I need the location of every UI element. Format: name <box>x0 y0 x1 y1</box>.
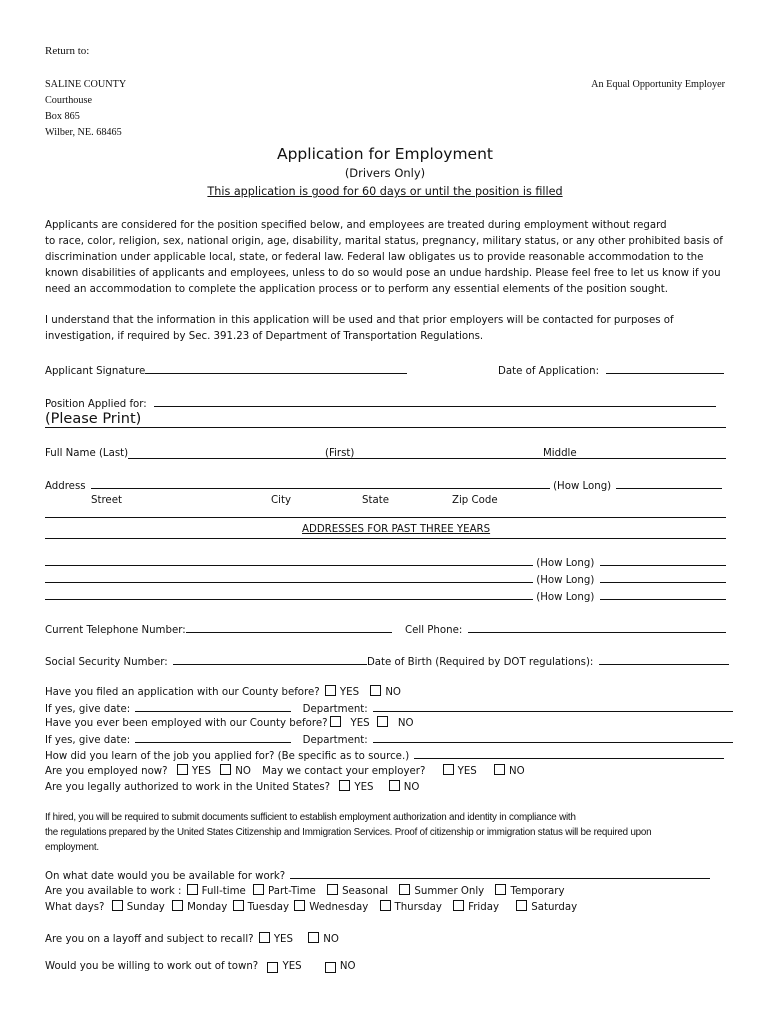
validity-note: This application is good for 60 days or until the position is filled <box>207 185 563 198</box>
zip-label: Zip Code <box>452 495 498 506</box>
q-learn-label: How did you learn of the job you applied for? (Be specific as to source.) <box>45 751 410 762</box>
filed-date-field[interactable] <box>135 701 291 712</box>
intro-line: discrimination under applicable local, state, or federal law. Federal law obligates us to provide reasonable accommodation to the <box>45 252 704 263</box>
position-applied-label: Position Applied for: <box>45 399 147 410</box>
address-how-long-label: (How Long) <box>553 481 612 492</box>
ssn-field[interactable] <box>173 654 367 665</box>
full-time-label: Full-time <box>201 886 246 897</box>
part-time-checkbox[interactable] <box>253 884 264 895</box>
no-label: NO <box>323 934 339 945</box>
past-address-field[interactable] <box>45 589 533 600</box>
department-label: Department: <box>302 735 368 746</box>
saturday-label: Saturday <box>531 902 578 913</box>
q-available-to-label: Are you available to work : <box>45 886 182 897</box>
q-available-date-field[interactable] <box>290 868 710 879</box>
intro-line: need an accommodation to complete the application process or to perform any essential elements of the position sought. <box>45 284 668 295</box>
hired-paragraph <box>45 810 735 855</box>
thursday-label: Thursday <box>394 902 442 913</box>
intro-line: known disabilities of applicants and employees, unless to do so would pose an undue hardship. Please feel free to let us know if you <box>45 268 721 279</box>
consent-line: I understand that the information in this application will be used and that prior employers will be contacted for purposes of <box>45 315 674 326</box>
yes-label: YES <box>273 934 293 945</box>
full-name-field[interactable] <box>128 458 726 459</box>
tuesday-label: Tuesday <box>247 902 290 913</box>
past-address-how-long-field[interactable] <box>600 589 726 600</box>
position-applied-field[interactable] <box>154 396 716 407</box>
summer-only-label: Summer Only <box>414 886 485 897</box>
page-title: Application for Employment <box>276 145 493 163</box>
hired-line: employment. <box>45 842 99 853</box>
state-label: State <box>362 495 389 506</box>
address-how-long-field[interactable] <box>616 478 722 489</box>
friday-label: Friday <box>468 902 499 913</box>
no-label: NO <box>509 766 525 777</box>
q-authorized-label: Are you legally authorized to work in the United States? <box>45 782 331 793</box>
if-yes-date-label: If yes, give date: <box>45 704 131 715</box>
intro-paragraph <box>45 218 735 298</box>
q-layoff-no-checkbox[interactable] <box>308 932 319 943</box>
employed-department-field[interactable] <box>373 732 733 743</box>
return-to-label: Return to: <box>45 45 90 57</box>
past-address-how-long-field[interactable] <box>600 555 726 566</box>
friday-checkbox[interactable] <box>453 900 464 911</box>
county-box: Box 865 <box>45 111 80 122</box>
intro-line: to race, color, religion, sex, national origin, age, disability, marital status, pregnancy, military status, or any other prohibited basis of <box>45 236 723 247</box>
full-time-checkbox[interactable] <box>187 884 198 895</box>
address-label: Address <box>45 481 86 492</box>
thursday-checkbox[interactable] <box>380 900 391 911</box>
q-authorized-no-checkbox[interactable] <box>389 780 400 791</box>
past-address-field[interactable] <box>45 572 533 583</box>
yes-label: YES <box>350 718 370 729</box>
addresses-heading-line <box>45 538 726 539</box>
q-layoff-label: Are you on a layoff and subject to recall? <box>45 934 254 945</box>
q-contact-label: May we contact your employer? <box>262 766 426 777</box>
what-days-label: What days? <box>45 902 105 913</box>
q-contact-no-checkbox[interactable] <box>494 764 505 775</box>
date-of-application-label: Date of Application: <box>498 366 599 377</box>
equal-opportunity-employer: An Equal Opportunity Employer <box>591 79 725 90</box>
wednesday-label: Wednesday <box>309 902 369 913</box>
no-label: NO <box>235 766 251 777</box>
addresses-past-heading: ADDRESSES FOR PAST THREE YEARS <box>302 524 491 535</box>
q-out-of-town-yes-checkbox[interactable] <box>267 962 278 973</box>
past-address-row <box>45 555 726 570</box>
middle-name-label: Middle <box>543 448 577 459</box>
filed-department-field[interactable] <box>373 701 733 712</box>
dob-field[interactable] <box>599 654 729 665</box>
q-employed-now-no-checkbox[interactable] <box>220 764 231 775</box>
page-subtitle: (Drivers Only) <box>344 166 426 180</box>
monday-label: Monday <box>187 902 228 913</box>
wednesday-checkbox[interactable] <box>294 900 305 911</box>
date-of-application-field[interactable] <box>606 363 724 374</box>
saturday-checkbox[interactable] <box>516 900 527 911</box>
q-authorized-yes-checkbox[interactable] <box>339 780 350 791</box>
county-city: Wilber, NE. 68465 <box>45 127 122 138</box>
please-print-label: (Please Print) <box>45 411 142 427</box>
street-label: Street <box>91 495 122 506</box>
past-address-field[interactable] <box>45 555 533 566</box>
ssn-label: Social Security Number: <box>45 657 168 668</box>
yes-label: YES <box>457 766 477 777</box>
consent-line: investigation, if required by Sec. 391.23 of Department of Transportation Regulations. <box>45 331 484 342</box>
addresses-divider <box>45 517 726 518</box>
applicant-signature-field[interactable] <box>145 363 407 374</box>
tuesday-checkbox[interactable] <box>233 900 244 911</box>
no-label: NO <box>403 782 420 793</box>
past-address-how-long-label: (How Long) <box>536 558 595 569</box>
consent-paragraph <box>45 313 735 345</box>
q-contact-yes-checkbox[interactable] <box>443 764 454 775</box>
past-address-row <box>45 572 726 587</box>
q-employed-before-yes-checkbox[interactable] <box>330 716 341 727</box>
part-time-label: Part-Time <box>268 886 316 897</box>
past-address-how-long-label: (How Long) <box>536 575 595 586</box>
q-employed-before-no-checkbox[interactable] <box>377 716 388 727</box>
q-layoff-yes-checkbox[interactable] <box>259 932 270 943</box>
q-out-of-town-label: Would you be willing to work out of town? <box>45 961 259 972</box>
cell-phone-field[interactable] <box>468 622 726 633</box>
past-address-row <box>45 589 726 604</box>
q-filed-yes-checkbox[interactable] <box>325 685 336 696</box>
sunday-label: Sunday <box>126 902 165 913</box>
yes-label: YES <box>191 766 211 777</box>
q-employed-now-yes-checkbox[interactable] <box>177 764 188 775</box>
employed-date-field[interactable] <box>135 732 291 743</box>
q-out-of-town-no-checkbox[interactable] <box>325 962 336 973</box>
no-label: NO <box>385 687 401 698</box>
intro-line: Applicants are considered for the position specified below, and employees are treated during employment without regard <box>45 220 667 231</box>
no-label: NO <box>339 961 356 972</box>
q-learn-field[interactable] <box>414 748 724 759</box>
full-name-last-label: Full Name (Last) <box>45 448 129 459</box>
monday-checkbox[interactable] <box>172 900 183 911</box>
cell-phone-label: Cell Phone: <box>405 625 463 636</box>
address-field[interactable] <box>91 478 550 489</box>
county-name: SALINE COUNTY <box>45 79 127 90</box>
temporary-label: Temporary <box>510 886 565 897</box>
q-filed-label: Have you filed an application with our County before? <box>45 687 320 698</box>
past-address-how-long-field[interactable] <box>600 572 726 583</box>
temporary-checkbox[interactable] <box>495 884 506 895</box>
if-yes-date-label: If yes, give date: <box>45 735 131 746</box>
hired-line: If hired, you will be required to submit documents sufficient to establish employment authorization and identity in compliance with <box>45 812 576 823</box>
city-label: City <box>271 495 291 506</box>
q-filed-no-checkbox[interactable] <box>370 685 381 696</box>
first-name-label: (First) <box>325 448 355 459</box>
yes-label: YES <box>339 687 360 698</box>
summer-only-checkbox[interactable] <box>399 884 410 895</box>
seasonal-label: Seasonal <box>342 886 389 897</box>
current-phone-field[interactable] <box>186 622 392 633</box>
yes-label: YES <box>354 782 374 793</box>
yes-label: YES <box>282 961 302 972</box>
q-employed-before-label: Have you ever been employed with our County before? <box>45 718 328 729</box>
no-label: NO <box>397 718 414 729</box>
dob-label: Date of Birth (Required by DOT regulations): <box>366 657 594 668</box>
past-address-how-long-label: (How Long) <box>536 592 595 603</box>
sunday-checkbox[interactable] <box>112 900 123 911</box>
please-print-divider <box>45 427 726 428</box>
q-available-date-label: On what date would you be available for work? <box>45 871 286 882</box>
current-phone-label: Current Telephone Number: <box>45 625 186 636</box>
applicant-signature-label: Applicant Signature <box>45 366 146 377</box>
q-employed-now-label: Are you employed now? <box>45 766 168 777</box>
seasonal-checkbox[interactable] <box>327 884 338 895</box>
department-label: Department: <box>302 704 368 715</box>
county-courthouse: Courthouse <box>45 95 92 106</box>
hired-line: the regulations prepared by the United States Citizenship and Immigration Services. Proof of citizenship or immigration status will be required upon <box>45 827 652 838</box>
